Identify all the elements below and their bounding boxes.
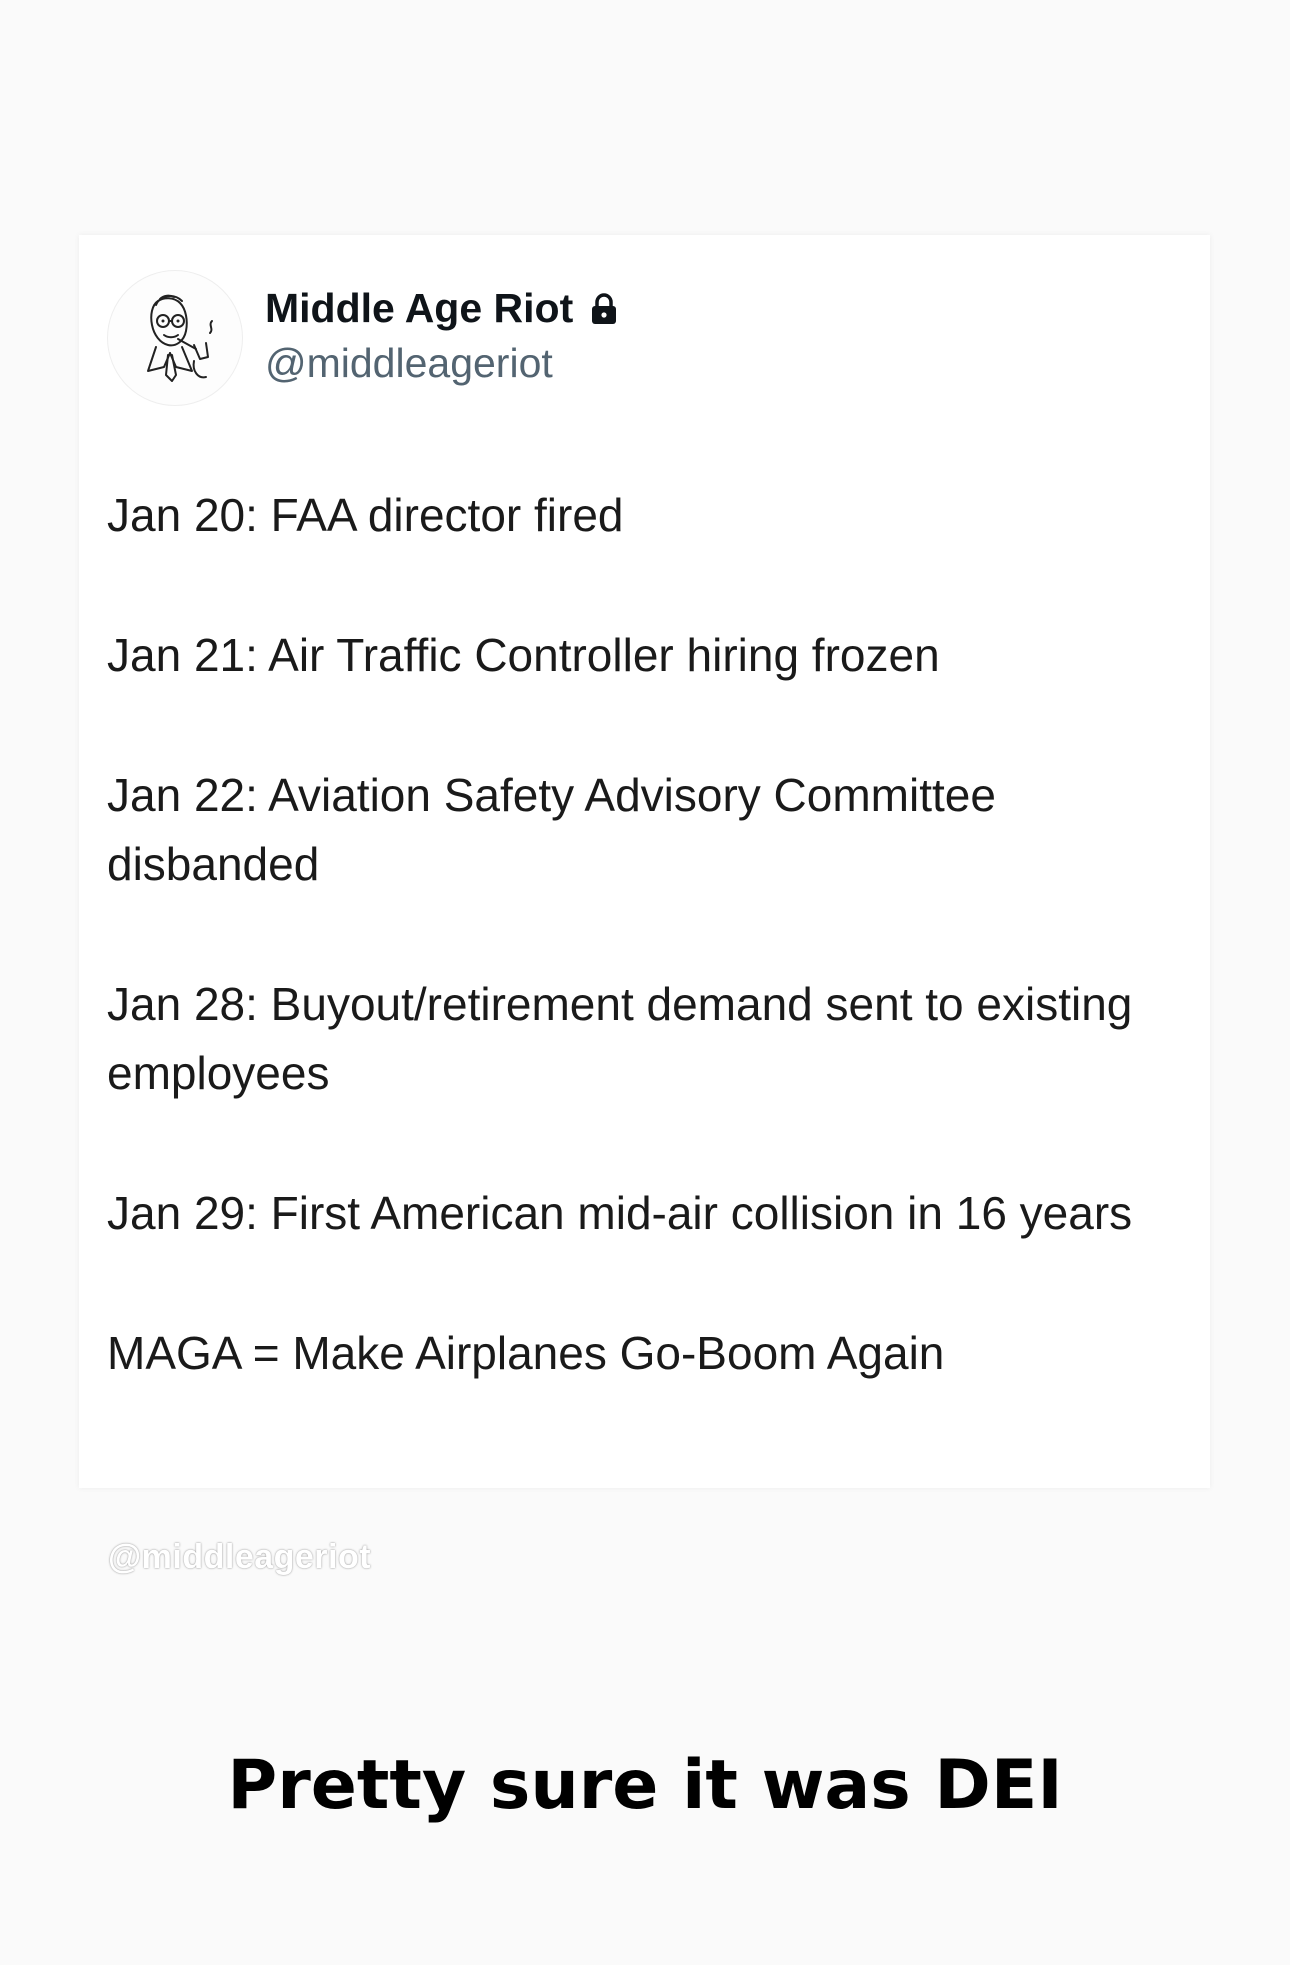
tweet-line-4: Jan 28: Buyout/retirement demand sent to existing employees [107, 978, 1133, 1099]
tweet-line-5: Jan 29: First American mid-air collision in 16 years [107, 1187, 1133, 1239]
tweet-line-3: Jan 22: Aviation Safety Advisory Committee disbanded [107, 769, 996, 890]
avatar[interactable] [107, 270, 243, 406]
tweet-body [107, 481, 1187, 1388]
tweet-line-6: MAGA = Make Airplanes Go-Boom Again [107, 1327, 945, 1379]
avatar-illustration-icon [108, 271, 242, 405]
tweet-line-1: Jan 20: FAA director fired [107, 489, 624, 541]
author-handle[interactable]: @middleageriot [265, 340, 553, 386]
story-caption: Pretty sure it was DEI [227, 1746, 1063, 1825]
lock-icon [589, 292, 619, 326]
tweet-card [79, 235, 1210, 1488]
tweet-line-2: Jan 21: Air Traffic Controller hiring frozen [107, 629, 940, 681]
watermark: @middleageriot [108, 1538, 372, 1576]
author-name-row[interactable] [265, 286, 619, 331]
author-name[interactable]: Middle Age Riot [265, 285, 574, 331]
